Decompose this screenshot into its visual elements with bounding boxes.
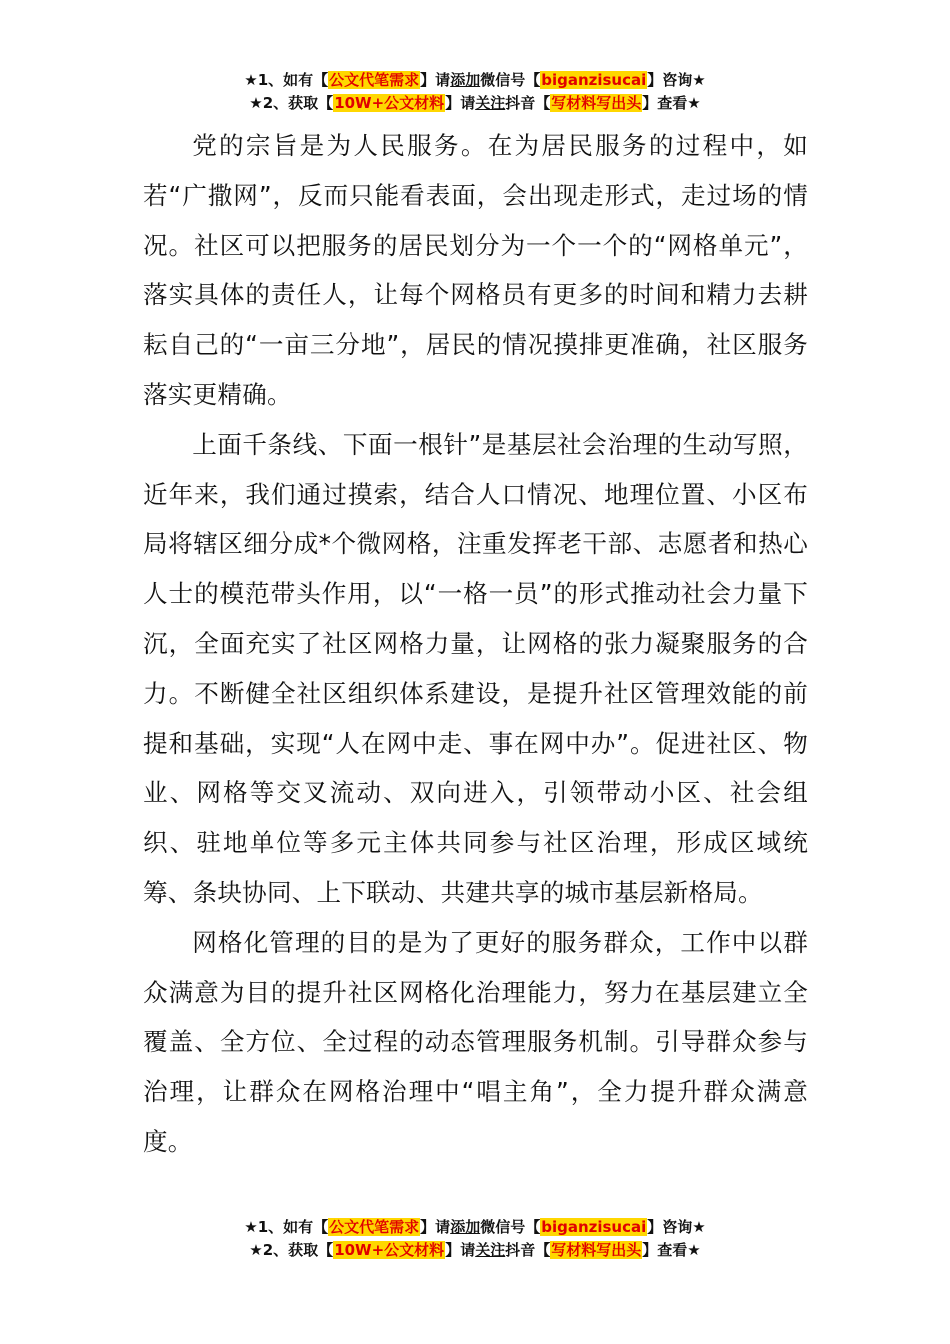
banner-emphasis: 添加 (450, 71, 481, 89)
banner-highlight: 写材料写出头 (551, 1241, 642, 1259)
banner-emphasis: 关注 (475, 94, 506, 112)
banner-highlight: 10W+公文材料 (334, 94, 445, 112)
banner-line-materials (0, 1240, 950, 1263)
banner-line-materials (0, 93, 950, 116)
banner-highlight: 写材料写出头 (551, 94, 642, 112)
banner-text: ★2、获取【 (249, 94, 334, 112)
banner-text: 】请 (420, 71, 451, 89)
banner-line-consult (0, 1217, 950, 1240)
banner-text: 抖音【 (505, 94, 551, 112)
banner-highlight: 10W+公文材料 (334, 1241, 445, 1259)
banner-text: ★1、如有【 (244, 1218, 329, 1236)
banner-emphasis: 关注 (475, 1241, 506, 1259)
banner-emphasis: 添加 (450, 1218, 481, 1236)
banner-highlight: biganzisucai (541, 1218, 647, 1236)
banner-text: 】查看★ (642, 1241, 701, 1259)
banner-text: 】请 (445, 94, 476, 112)
banner-text: ★1、如有【 (244, 71, 329, 89)
document-body (143, 121, 808, 1167)
banner-highlight: 公文代笔需求 (329, 1218, 420, 1236)
header-banner (0, 70, 950, 116)
banner-line-consult (0, 70, 950, 93)
banner-text: 微信号【 (480, 71, 541, 89)
paragraph-grid-governance: 上面千条线、下面一根针”是基层社会治理的生动写照，近年来，我们通过摸索，结合人口情况、地理位置、小区布局将辖区细分成*个微网格，注重发挥老干部、志愿者和热心人士的模范带头作用，以“一格一员”的形式推动社会力量下沉，全面充实了社区网格力量，让网格的张力凝聚服务的合力。不断健全社区组织体系建设，是提升社区管理效能的前提和基础，实现“人在网中走、事在网中办”。促进社区、物业、网格等交叉流动、双向进入，引领带动小区、社会组织、驻地单位等多元主体共同参与社区治理，形成区域统筹、条块协同、上下联动、共建共享的城市基层新格局。 (143, 429, 808, 907)
banner-highlight: biganzisucai (541, 71, 647, 89)
banner-text: 】请 (420, 1218, 451, 1236)
banner-highlight: 公文代笔需求 (329, 71, 420, 89)
banner-text: 抖音【 (505, 1241, 551, 1259)
banner-text: 】查看★ (642, 94, 701, 112)
banner-text: 】请 (445, 1241, 476, 1259)
banner-text: 微信号【 (480, 1218, 541, 1236)
banner-text: 】咨询★ (647, 71, 706, 89)
paragraph-satisfaction: 网格化管理的目的是为了更好的服务群众，工作中以群众满意为目的提升社区网格化治理能力，努力在基层建立全覆盖、全方位、全过程的动态管理服务机制。引导群众参与治理，让群众在网格治理中“唱主角”，全力提升群众满意度。 (143, 927, 808, 1156)
paragraph-service-purpose: 党的宗旨是为人民服务。在为居民服务的过程中，如若“广撒网”，反而只能看表面，会出现走形式，走过场的情况。社区可以把服务的居民划分为一个一个的“网格单元”，落实具体的责任人，让每个网格员有更多的时间和精力去耕耘自己的“一亩三分地”，居民的情况摸排更准确，社区服务落实更精确。 (143, 131, 808, 409)
banner-text: ★2、获取【 (249, 1241, 334, 1259)
footer-banner (0, 1217, 950, 1263)
banner-text: 】咨询★ (647, 1218, 706, 1236)
